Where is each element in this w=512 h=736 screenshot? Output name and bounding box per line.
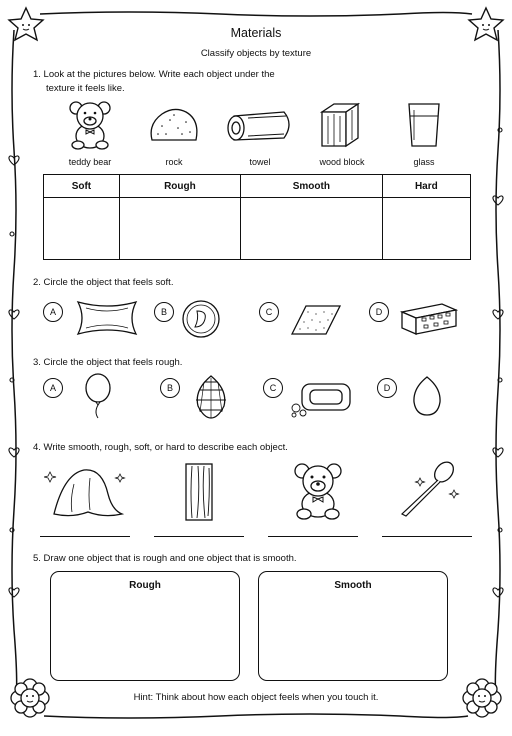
column-header-rough: Rough — [119, 175, 240, 198]
coin-icon — [181, 299, 221, 339]
pillow-icon — [74, 296, 140, 340]
towel-icon — [224, 108, 296, 144]
q5-prompt: 5. Draw one object that is rough and one object that is smooth. — [33, 553, 297, 564]
egg-icon — [410, 374, 444, 418]
object-label: teddy bear — [68, 157, 112, 167]
tree-bark-icon — [182, 462, 216, 522]
option-c-circle[interactable]: C — [263, 378, 283, 398]
spoon-icon — [394, 458, 464, 520]
rough-drawing-box[interactable] — [50, 571, 240, 681]
page-title: Materials — [230, 26, 282, 40]
rough-box-label: Rough — [129, 580, 161, 591]
answer-cell-smooth[interactable] — [240, 198, 382, 260]
wood-block-icon — [318, 102, 362, 148]
answer-line[interactable] — [382, 536, 472, 537]
q1-prompt-line2: texture it feels like. — [46, 83, 125, 94]
object-label: wood block — [319, 157, 365, 167]
object-label: towel — [249, 157, 271, 167]
object-label: rock — [165, 157, 183, 167]
option-c-circle[interactable]: C — [259, 302, 279, 322]
smooth-box-label: Smooth — [334, 580, 372, 591]
q4-prompt: 4. Write smooth, rough, soft, or hard to describe each object. — [33, 442, 288, 453]
soap-icon — [290, 378, 356, 418]
object-label: glass — [413, 157, 435, 167]
texture-sort-table — [43, 174, 471, 260]
q2-prompt: 2. Circle the object that feels soft. — [33, 277, 174, 288]
fabric-icon — [44, 464, 130, 520]
rock-icon — [148, 106, 200, 144]
column-header-soft: Soft — [44, 175, 120, 198]
answer-line[interactable] — [154, 536, 244, 537]
answer-cell-rough[interactable] — [119, 198, 240, 260]
option-a-circle[interactable]: A — [43, 302, 63, 322]
pinecone-icon — [190, 372, 232, 420]
smooth-drawing-box[interactable] — [258, 571, 448, 681]
option-b-circle[interactable]: B — [160, 378, 180, 398]
option-b-circle[interactable]: B — [154, 302, 174, 322]
q3-prompt: 3. Circle the object that feels rough. — [33, 357, 183, 368]
glass-icon — [404, 100, 444, 150]
column-header-smooth: Smooth — [240, 175, 382, 198]
answer-cell-hard[interactable] — [382, 198, 470, 260]
sandpaper-icon — [288, 302, 344, 338]
page-subtitle: Classify objects by texture — [200, 48, 312, 59]
option-d-circle[interactable]: D — [369, 302, 389, 322]
answer-line[interactable] — [40, 536, 130, 537]
sponge-icon — [398, 298, 460, 338]
balloon-icon — [82, 372, 116, 420]
column-header-hard: Hard — [382, 175, 470, 198]
answer-cell-soft[interactable] — [44, 198, 120, 260]
answer-line[interactable] — [268, 536, 358, 537]
hint-text: Hint: Think about how each object feels when you touch it. — [133, 692, 379, 703]
option-a-circle[interactable]: A — [43, 378, 63, 398]
q1-prompt-line1: 1. Look at the pictures below. Write each object under the — [33, 69, 275, 80]
teddy-bear-icon — [66, 100, 114, 150]
option-d-circle[interactable]: D — [377, 378, 397, 398]
teddy-bear-icon — [290, 462, 346, 520]
